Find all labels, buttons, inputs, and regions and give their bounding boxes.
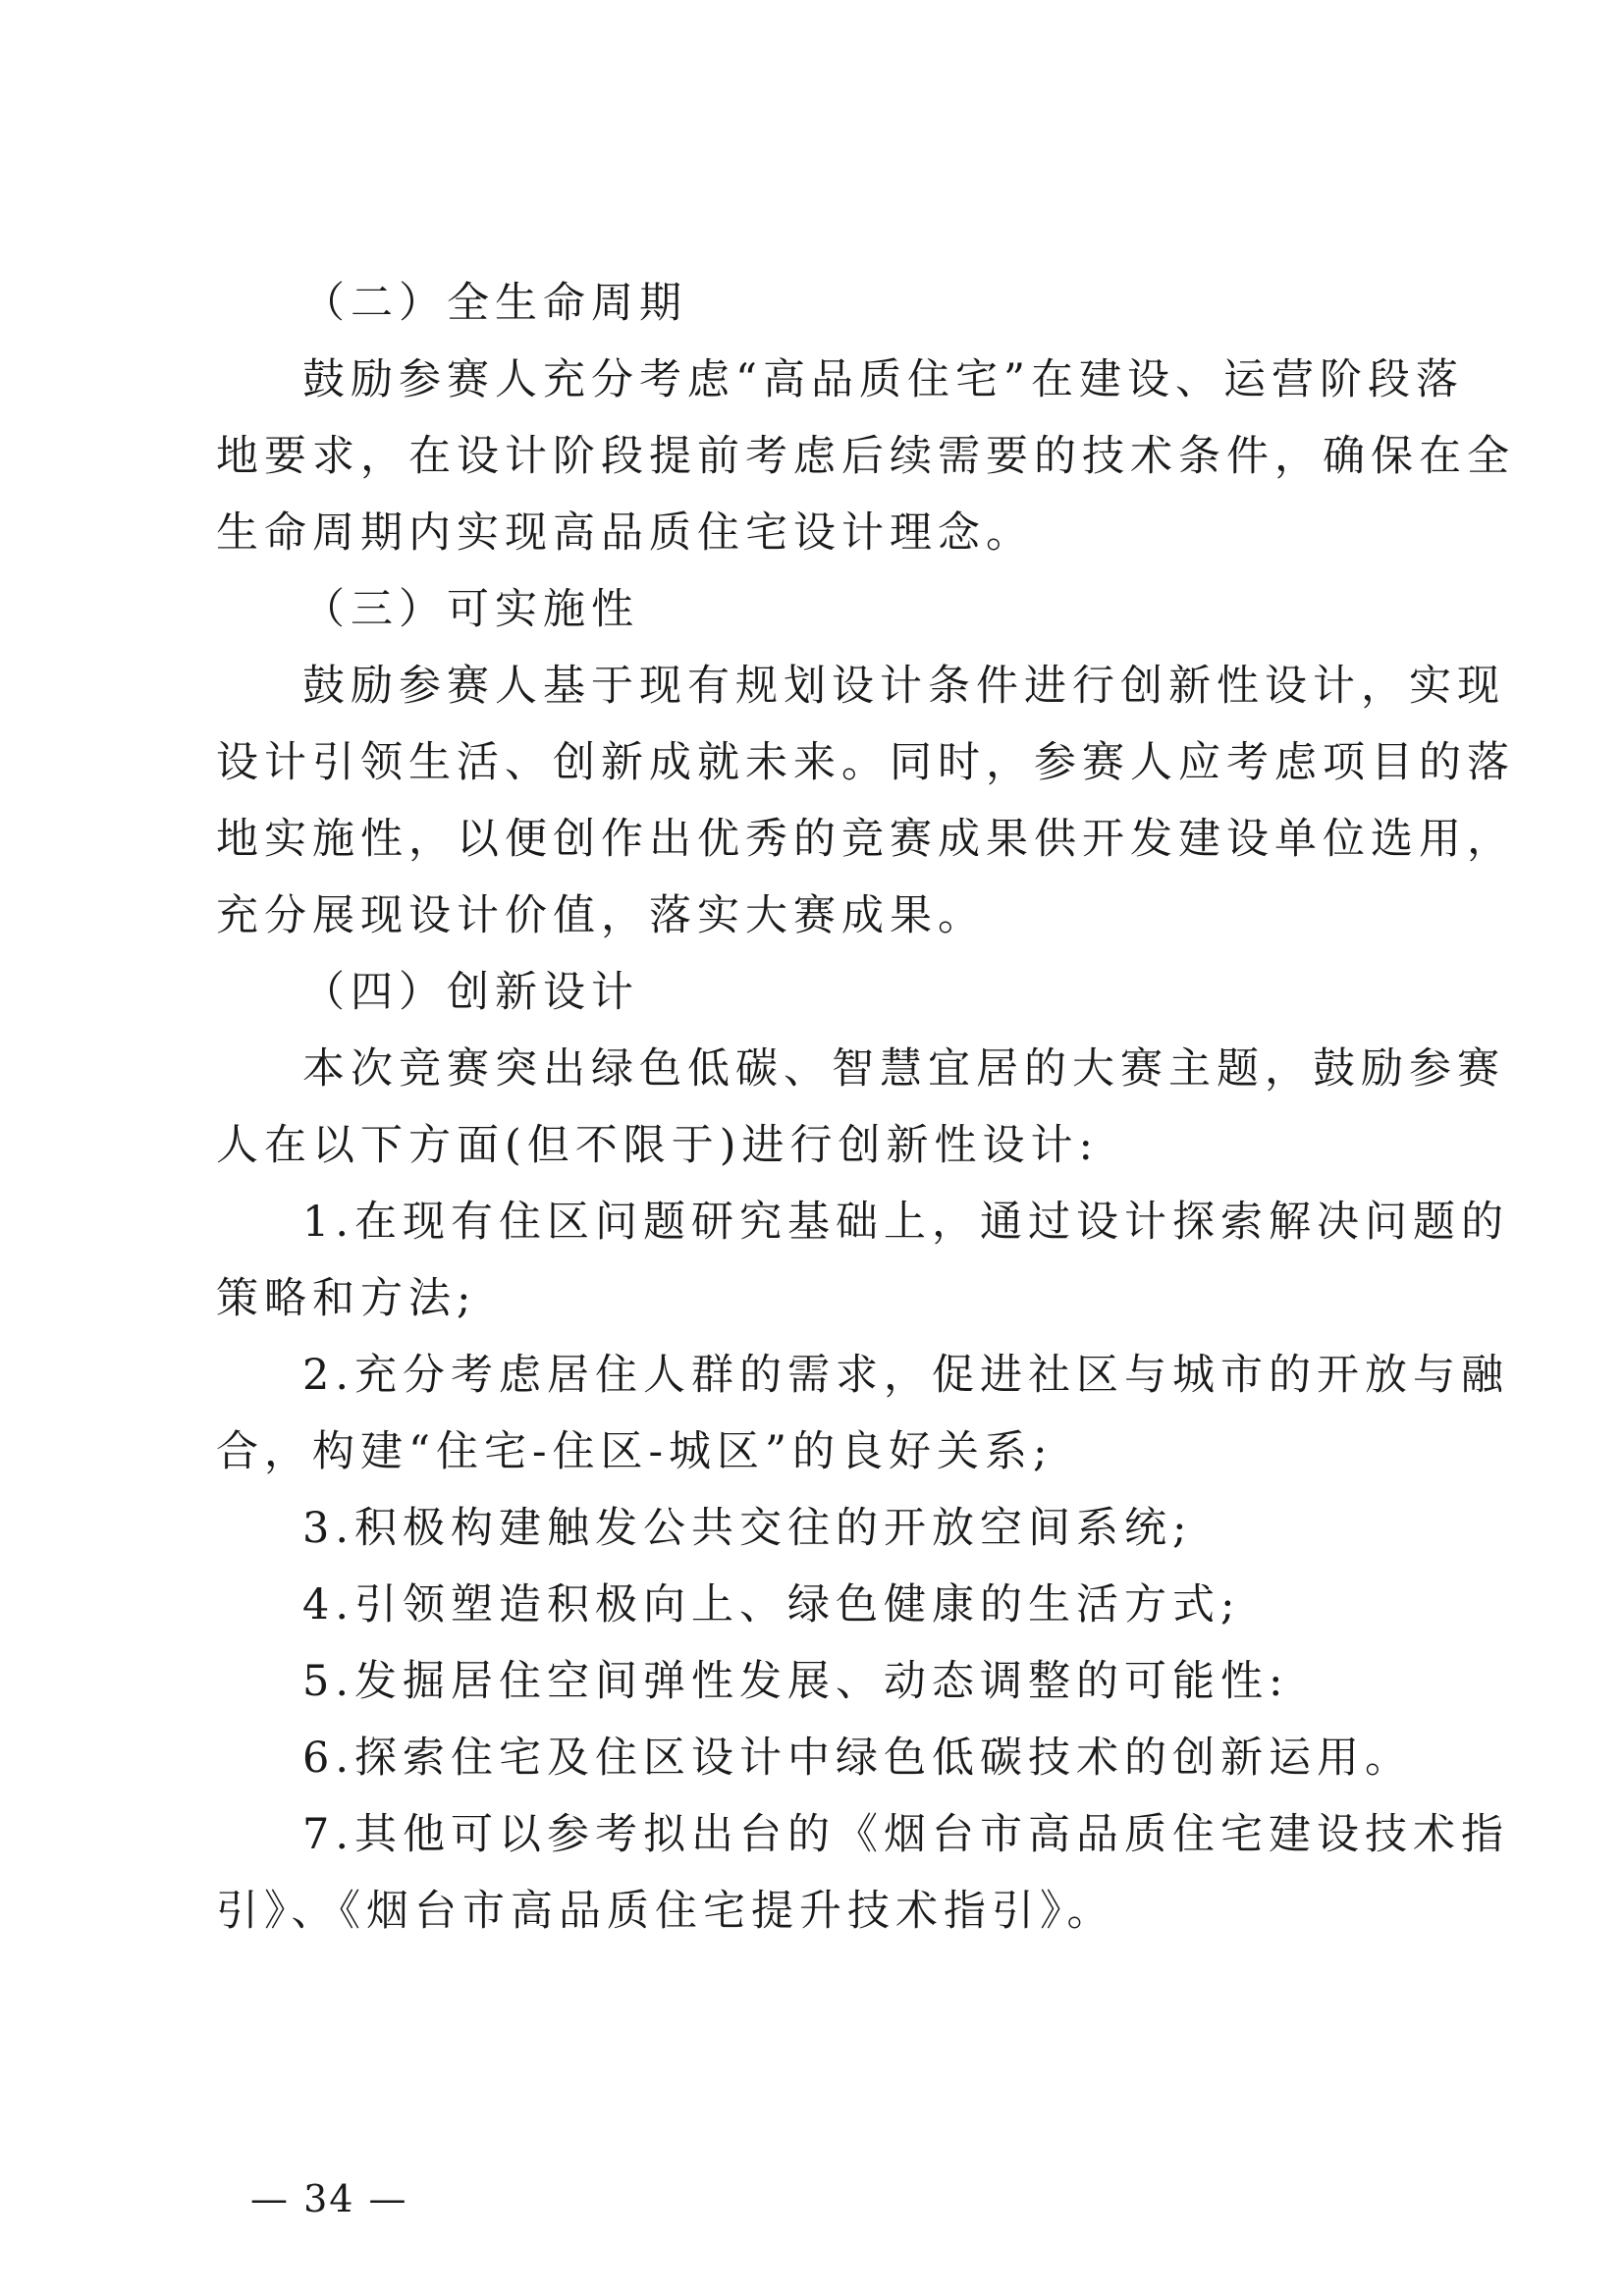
paragraph-line: 地实施性，以便创作出优秀的竞赛成果供开发建设单位选用，: [216, 815, 1515, 864]
paragraph-line: 设计引领生活、创新成就未来。同时，参赛人应考虑项目的落: [216, 738, 1515, 787]
paragraph-line: 本次竞赛突出绿色低碳、智慧宜居的大赛主题，鼓励参赛: [302, 1044, 1505, 1094]
list-item-4: 4.引领塑造积极向上、绿色健康的生活方式;: [302, 1580, 1241, 1629]
list-item-2-cont: 合，构建“住宅-住区-城区”的良好关系;: [216, 1427, 1054, 1476]
paragraph-line: 充分展现设计价值，落实大赛成果。: [216, 891, 986, 940]
page-number: — 34 —: [250, 2177, 408, 2220]
list-item-1: 1.在现有住区问题研究基础上，通过设计探索解决问题的: [302, 1198, 1510, 1247]
list-item-7-cont: 引》、《烟台市高品质住宅提升技术指引》。: [216, 1887, 1115, 1936]
section-heading-feasibility: （三）可实施性: [302, 585, 639, 634]
list-item-5: 5.发掘居住空间弹性发展、动态调整的可能性:: [302, 1657, 1289, 1706]
list-item-6: 6.探索住宅及住区设计中绿色低碳技术的创新运用。: [302, 1734, 1414, 1783]
list-item-2: 2.充分考虑居住人群的需求，促进社区与城市的开放与融: [302, 1351, 1510, 1400]
paragraph-line: 地要求，在设计阶段提前考虑后续需要的技术条件，确保在全: [216, 432, 1515, 481]
paragraph-line: 鼓励参赛人基于现有规划设计条件进行创新性设计，实现: [302, 662, 1505, 711]
list-item-1-cont: 策略和方法;: [216, 1274, 477, 1323]
list-item-3: 3.积极构建触发公共交往的开放空间系统;: [302, 1504, 1193, 1553]
paragraph-line: 生命周期内实现高品质住宅设计理念。: [216, 508, 1034, 558]
list-item-7: 7.其他可以参考拟出台的《烟台市高品质住宅建设技术指: [302, 1810, 1510, 1859]
paragraph-line: 人在以下方面(但不限于)进行创新性设计:: [216, 1121, 1100, 1170]
page-content: [216, 265, 1515, 1949]
section-heading-lifecycle: （二）全生命周期: [302, 279, 687, 328]
paragraph-line: 鼓励参赛人充分考虑“高品质住宅”在建设、运营阶段落: [302, 355, 1464, 404]
section-heading-innovation: （四）创新设计: [302, 968, 639, 1017]
